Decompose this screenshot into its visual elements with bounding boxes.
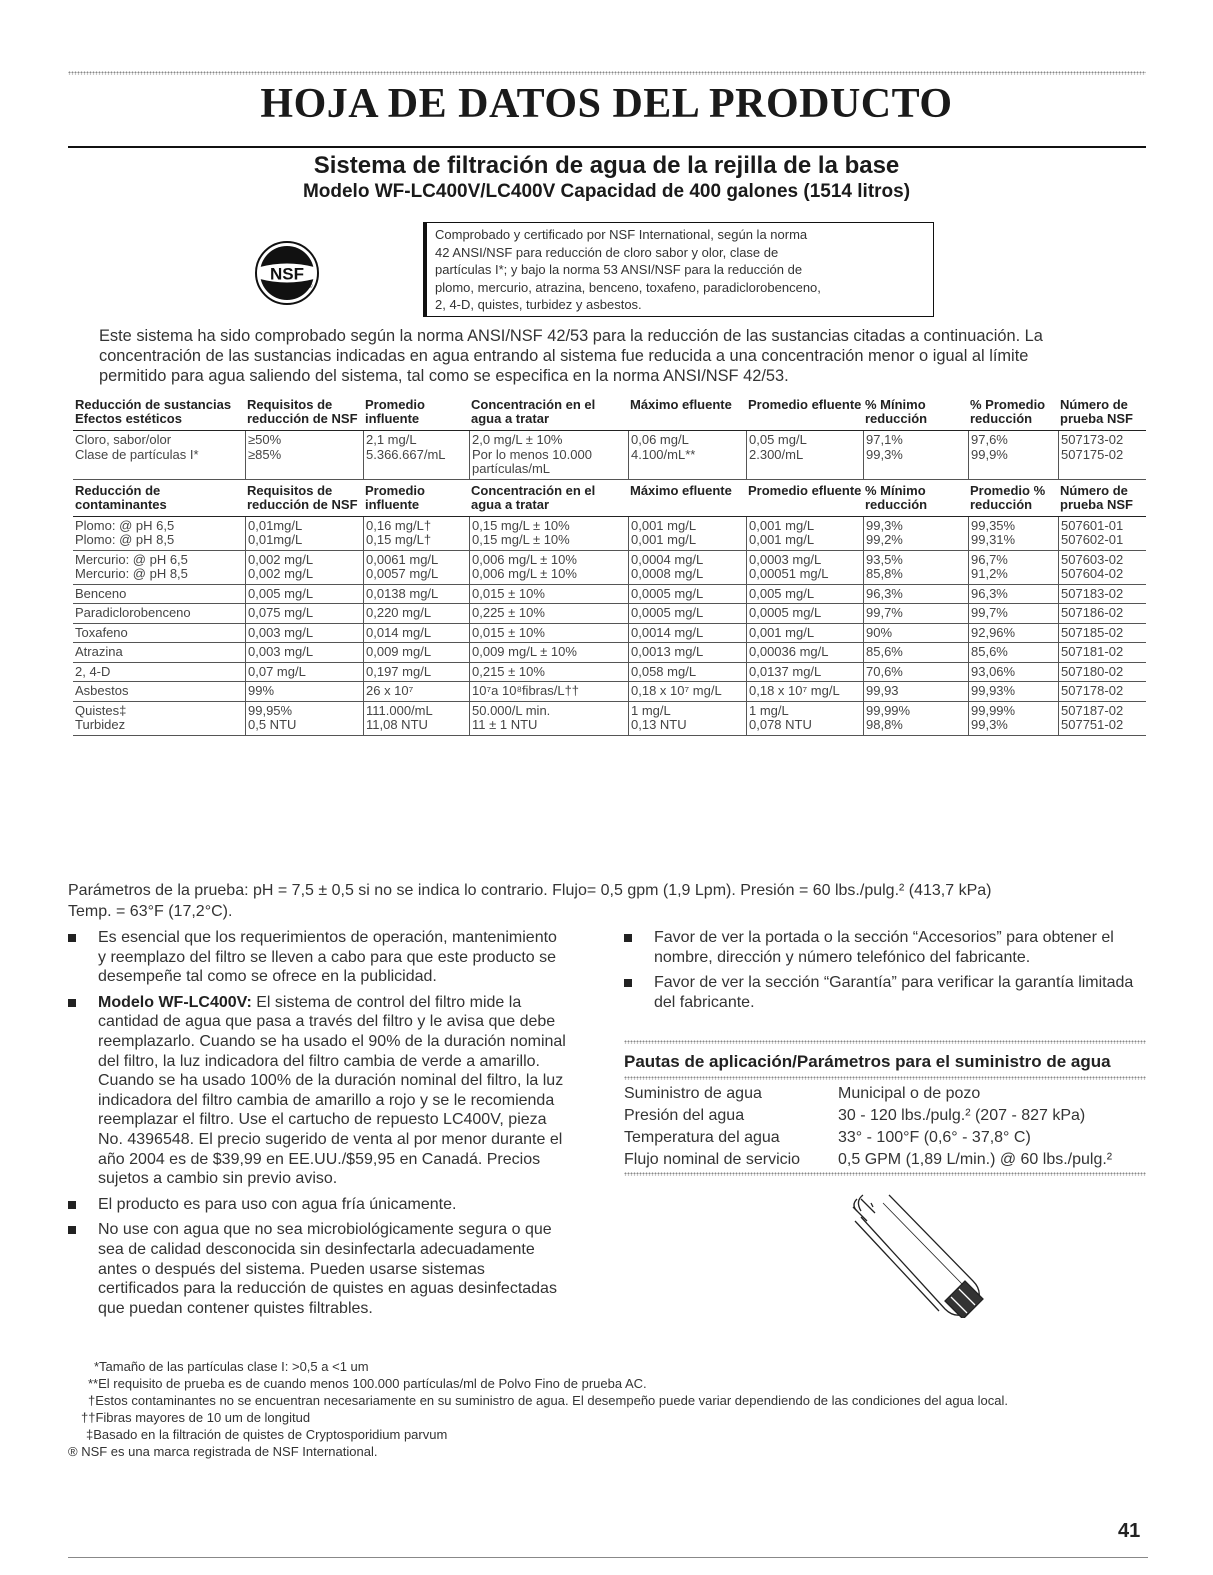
table-cell: 99,99% 98,8% bbox=[863, 702, 968, 735]
table-header-contaminants bbox=[73, 484, 1146, 517]
left-bullet-list bbox=[68, 928, 568, 1324]
table-cell: 0,16 mg/L† 0,15 mg/L† bbox=[363, 517, 469, 550]
bullet-item bbox=[68, 1195, 568, 1215]
table-cell: 90% bbox=[863, 624, 968, 643]
table-cell: 99,7% bbox=[968, 604, 1058, 623]
column-header: % Mínimo reducción bbox=[865, 482, 928, 512]
footnote: **El requisito de prueba es de cuando menos 100.000 partículas/ml de Polvo Fino de prueba AC. bbox=[88, 1376, 647, 1391]
nsf-logo-text: NSF bbox=[270, 264, 304, 284]
table-cell: 0,009 mg/L ± 10% bbox=[469, 643, 628, 662]
table-cell: 85,6% bbox=[968, 643, 1058, 662]
table-cell: 0,0003 mg/L 0,00051 mg/L bbox=[746, 551, 863, 584]
table-cell: 507183-02 bbox=[1058, 585, 1146, 604]
table-cell: 0,001 mg/L 0,001 mg/L bbox=[628, 517, 746, 550]
table-cell: 97,6% 99,9% bbox=[968, 431, 1058, 479]
table-cell: 0,0004 mg/L 0,0008 mg/L bbox=[628, 551, 746, 584]
table-cell: 96,7% 91,2% bbox=[968, 551, 1058, 584]
column-header: Número de prueba NSF bbox=[1060, 482, 1133, 512]
table-cell: 0,014 mg/L bbox=[363, 624, 469, 643]
column-header: % Mínimo reducción bbox=[865, 397, 928, 426]
table-cell: 0,0005 mg/L bbox=[628, 604, 746, 623]
table-row bbox=[73, 702, 1146, 736]
supply-guidelines-table bbox=[624, 1083, 1146, 1171]
table-cell: 50.000/L min. 11 ± 1 NTU bbox=[469, 702, 628, 735]
supply-row bbox=[624, 1127, 1146, 1149]
intro-line: Este sistema ha sido comprobado según la norma ANSI/NSF 42/53 para la reducción de las sustancias citadas a continuación. La bbox=[99, 327, 1043, 345]
cert-line: partículas I*; y bajo la norma 53 ANSI/NSF para la reducción de bbox=[435, 262, 803, 277]
table-cell: Toxafeno bbox=[75, 624, 128, 640]
table-cell: 0,00036 mg/L bbox=[746, 643, 863, 662]
bottom-rule bbox=[68, 1557, 1148, 1558]
table-cell: 0,058 mg/L bbox=[628, 663, 746, 682]
supply-value: 0,5 GPM (1,89 L/min.) @ 60 lbs./pulg.² bbox=[838, 1151, 1113, 1168]
test-parameters bbox=[68, 880, 1148, 922]
table-cell: 0,0005 mg/L bbox=[628, 585, 746, 604]
table-cell: 0,220 mg/L bbox=[363, 604, 469, 623]
table-cell: 0,215 ± 10% bbox=[469, 663, 628, 682]
footnote: ® NSF es una marca registrada de NSF International. bbox=[68, 1444, 378, 1459]
table-cell: 507185-02 bbox=[1058, 624, 1146, 643]
bullet-item bbox=[68, 993, 568, 1189]
table-cell: 0,0013 mg/L bbox=[628, 643, 746, 662]
supply-value: 30 - 120 lbs./pulg.² (207 - 827 kPa) bbox=[838, 1107, 1086, 1124]
table-cell: 507181-02 bbox=[1058, 643, 1146, 662]
table-cell: 99,93% bbox=[968, 682, 1058, 701]
table-cell: 0,06 mg/L 4.100/mL** bbox=[628, 431, 746, 479]
column-header: Promedio % reducción bbox=[970, 482, 1046, 512]
column-header: Máximo efluente bbox=[630, 482, 732, 498]
table-cell: 0,07 mg/L bbox=[245, 663, 363, 682]
supply-value: Municipal o de pozo bbox=[838, 1085, 981, 1102]
table-cell: 507178-02 bbox=[1058, 682, 1146, 701]
column-header: % Promedio reducción bbox=[970, 397, 1046, 426]
performance-data-table bbox=[73, 398, 1146, 736]
table-cell: 0,01mg/L 0,01mg/L bbox=[245, 517, 363, 550]
table-cell: 507601-01 507602-01 bbox=[1058, 517, 1146, 550]
table-cell: 507187-02 507751-02 bbox=[1058, 702, 1146, 735]
table-cell: 2,1 mg/L 5.366.667/mL bbox=[363, 431, 469, 479]
params-line: Parámetros de la prueba: pH = 7,5 ± 0,5 si no se indica lo contrario. Flujo= 0,5 gpm (1,9 Lpm). Presión = 60 lbs./pulg.² (413,7 kPa) bbox=[68, 882, 992, 899]
footnote: *Tamaño de las partículas clase I: >0,5 a <1 um bbox=[94, 1359, 369, 1374]
table-row bbox=[73, 663, 1146, 683]
footnote: ‡Basado en la filtración de quistes de Cryptosporidium parvum bbox=[86, 1427, 448, 1442]
table-cell: 2, 4-D bbox=[75, 663, 111, 679]
table-cell: 507173-02 507175-02 bbox=[1058, 431, 1146, 479]
table-cell: 507180-02 bbox=[1058, 663, 1146, 682]
table-cell: 96,3% bbox=[863, 585, 968, 604]
filter-cartridge-illustration bbox=[843, 1193, 991, 1318]
table-row bbox=[73, 604, 1146, 624]
title-rule bbox=[68, 146, 1146, 148]
table-cell: 92,96% bbox=[968, 624, 1058, 643]
bullet-item bbox=[68, 1220, 568, 1318]
table-cell: 0,015 ± 10% bbox=[469, 585, 628, 604]
cert-line: plomo, mercurio, atrazina, benceno, toxafeno, paradiclorobenceno, bbox=[435, 279, 821, 295]
supply-label: Suministro de agua bbox=[624, 1085, 762, 1102]
table-cell: 26 x 10⁷ bbox=[363, 682, 469, 701]
table-cell: 99,93 bbox=[863, 682, 968, 701]
table-cell: ≥50% ≥85% bbox=[245, 431, 363, 479]
nsf-logo-icon bbox=[254, 240, 320, 306]
supply-label: Temperatura del agua bbox=[624, 1129, 780, 1146]
table-cell: 0,225 ± 10% bbox=[469, 604, 628, 623]
table-cell: 93,06% bbox=[968, 663, 1058, 682]
cert-line: Comprobado y certificado por NSF International, según la norma bbox=[435, 227, 808, 242]
table-cell: 96,3% bbox=[968, 585, 1058, 604]
column-header: Promedio efluente bbox=[748, 482, 862, 498]
table-cell: 0,18 x 10⁷ mg/L bbox=[746, 682, 863, 701]
footnote: †Estos contaminantes no se encuentran necesariamente en su suministro de agua. El desempeño puede variar dependiendo de las condiciones del agua local. bbox=[88, 1393, 1008, 1408]
table-cell: 99,95% 0,5 NTU bbox=[245, 702, 363, 735]
bullet-text: No use con agua que no sea microbiológicamente segura o que sea de calidad desconocida sin desinfectarla adecuadamente antes o después del sistema. Pueden usarse sistemas certificados para la reducción de quistes en aguas desinfectadas que puedan contener quistes filtrables. bbox=[98, 1221, 557, 1317]
table-cell: 0,197 mg/L bbox=[363, 663, 469, 682]
rows-contaminants bbox=[73, 517, 1146, 736]
table-cell: 0,001 mg/L 0,001 mg/L bbox=[746, 517, 863, 550]
table-cell: 1 mg/L 0,078 NTU bbox=[746, 702, 863, 735]
table-cell: 0,0005 mg/L bbox=[746, 604, 863, 623]
supply-row bbox=[624, 1105, 1146, 1127]
table-cell: 0,009 mg/L bbox=[363, 643, 469, 662]
product-subtitle: Sistema de filtración de agua de la rejilla de la base bbox=[313, 152, 900, 179]
table-cell: Mercurio: @ pH 6,5 Mercurio: @ pH 8,5 bbox=[75, 551, 188, 581]
table-cell: 99,3% 99,2% bbox=[863, 517, 968, 550]
table-cell: 99,7% bbox=[863, 604, 968, 623]
table-cell: Atrazina bbox=[75, 644, 123, 659]
certification-box bbox=[423, 222, 934, 317]
column-header: Promedio influente bbox=[365, 482, 425, 512]
table-cell: Cloro, sabor/olor Clase de partículas I* bbox=[75, 432, 199, 462]
table-cell: 10⁷a 10⁸fibras/L†† bbox=[469, 682, 628, 701]
column-header: Requisitos de reducción de NSF bbox=[247, 482, 358, 512]
footnotes bbox=[68, 1358, 1148, 1460]
intro-line: permitido para agua saliendo del sistema, tal como se especifica en la norma ANSI/NSF 42/53. bbox=[99, 367, 789, 385]
table-cell: 99,35% 99,31% bbox=[968, 517, 1058, 550]
table-cell: 0,001 mg/L bbox=[746, 624, 863, 643]
table-row bbox=[73, 682, 1146, 702]
params-line: Temp. = 63°F (17,2°C). bbox=[68, 903, 233, 920]
table-cell: Plomo: @ pH 6,5 Plomo: @ pH 8,5 bbox=[75, 517, 175, 547]
table-row bbox=[73, 643, 1146, 663]
table-cell: 0,005 mg/L bbox=[746, 585, 863, 604]
table-cell: 0,0014 mg/L bbox=[628, 624, 746, 643]
bullet-bold-lead: Modelo WF-LC400V: bbox=[98, 993, 252, 1011]
svg-text:®: ® bbox=[308, 284, 313, 290]
column-header: Reducción de sustancias Efectos estéticos bbox=[75, 397, 232, 426]
right-bullet-list bbox=[624, 928, 1144, 1018]
column-header: Concentración en el agua a tratar bbox=[471, 397, 596, 426]
table-cell: 0,015 ± 10% bbox=[469, 624, 628, 643]
table-cell: 0,15 mg/L ± 10% 0,15 mg/L ± 10% bbox=[469, 517, 628, 550]
table-cell: 0,18 x 10⁷ mg/L bbox=[628, 682, 746, 701]
column-header: Promedio efluente bbox=[748, 397, 862, 412]
page-title: HOJA DE DATOS DEL PRODUCTO bbox=[260, 81, 953, 127]
table-cell: Asbestos bbox=[75, 683, 129, 698]
table-row bbox=[73, 517, 1146, 551]
column-header: Máximo efluente bbox=[630, 397, 732, 412]
table-cell: 0,05 mg/L 2.300/mL bbox=[746, 431, 863, 479]
supply-row bbox=[624, 1149, 1146, 1171]
table-cell: 507186-02 bbox=[1058, 604, 1146, 623]
cert-line: 2, 4-D, quistes, turbidez y asbestos. bbox=[435, 297, 642, 312]
intro-line: concentración de las sustancias indicadas en agua entrando al sistema fue reducida a una concentración menor o igual al límite bbox=[99, 347, 1029, 365]
supply-label: Flujo nominal de servicio bbox=[624, 1151, 801, 1168]
table-cell: 70,6% bbox=[863, 663, 968, 682]
cert-line: 42 ANSI/NSF para reducción de cloro sabor y olor, clase de bbox=[435, 244, 779, 260]
table-row bbox=[73, 431, 1146, 480]
table-cell: 0,002 mg/L 0,002 mg/L bbox=[245, 551, 363, 584]
intro-paragraph bbox=[99, 326, 1149, 386]
page-number: 41 bbox=[1118, 1520, 1141, 1542]
table-cell: 0,075 mg/L bbox=[245, 604, 363, 623]
supply-row bbox=[624, 1083, 1146, 1105]
table-cell: 0,003 mg/L bbox=[245, 643, 363, 662]
table-cell: 0,003 mg/L bbox=[245, 624, 363, 643]
dotted-rule bbox=[624, 1076, 1146, 1080]
column-header: Requisitos de reducción de NSF bbox=[247, 397, 358, 426]
column-header: Reducción de contaminantes bbox=[75, 482, 167, 512]
dotted-rule bbox=[624, 1172, 1146, 1176]
table-cell: 0,0137 mg/L bbox=[746, 663, 863, 682]
table-cell: Paradiclorobenceno bbox=[75, 605, 191, 620]
table-row bbox=[73, 624, 1146, 644]
bullet-text: El producto es para uso con agua fría únicamente. bbox=[98, 1195, 457, 1213]
bullet-text: Es esencial que los requerimientos de operación, mantenimiento y reemplazo del filtro se lleven a cabo para que este producto se desempeñe tal como se ofrece en la publicidad. bbox=[98, 929, 557, 986]
column-header: Promedio influente bbox=[365, 397, 425, 426]
supply-label: Presión del agua bbox=[624, 1107, 745, 1124]
bullet-text: El sistema de control del filtro mide la cantidad de agua que pasa a través del filtro y le avisa que debe reemplazarlo. Cuando se ha usado el 90% de la duración nominal del filtro, la luz indicadora del filtro cambia de verde a amarillo. Cuando se ha usado 100% de la duración nominal del filtro, la luz indicadora del filtro cambia de amarillo a rojo y se le recomienda reemplazar el filtro. Use el cartucho de repuesto LC400V, pieza No. 4396548. El precio sugerido de venta al por menor durante el año 2004 es de $39,99 en EE.UU./$59,95 en Canadá. Precios sujetos a cambio sin previo aviso. bbox=[98, 993, 566, 1188]
table-cell: 507603-02 507604-02 bbox=[1058, 551, 1146, 584]
table-cell: 0,005 mg/L bbox=[245, 585, 363, 604]
table-header-aesthetic bbox=[73, 398, 1146, 431]
bullet-item: Favor de ver la portada o la sección “Accesorios” para obtener el nombre, dirección y número telefónico del fabricante. bbox=[624, 928, 1144, 967]
table-cell: Benceno bbox=[75, 585, 127, 601]
model-line: Modelo WF-LC400V/LC400V Capacidad de 400 galones (1514 litros) bbox=[302, 181, 911, 202]
table-cell: 0,0138 mg/L bbox=[363, 585, 469, 604]
column-header: Número de prueba NSF bbox=[1060, 397, 1133, 426]
table-cell: Quistes‡ Turbidez bbox=[75, 702, 127, 732]
table-cell: 0,006 mg/L ± 10% 0,006 mg/L ± 10% bbox=[469, 551, 628, 584]
table-cell: 0,0061 mg/L 0,0057 mg/L bbox=[363, 551, 469, 584]
top-dotted-rule bbox=[68, 71, 1146, 75]
bullet-item bbox=[68, 928, 568, 987]
table-cell: 2,0 mg/L ± 10% Por lo menos 10.000 partículas/mL bbox=[469, 431, 628, 479]
table-row bbox=[73, 551, 1146, 585]
supply-value: 33° - 100°F (0,6° - 37,8° C) bbox=[838, 1129, 1031, 1146]
table-cell: 1 mg/L 0,13 NTU bbox=[628, 702, 746, 735]
table-cell: 93,5% 85,8% bbox=[863, 551, 968, 584]
table-cell: 85,6% bbox=[863, 643, 968, 662]
footnote: ††Fibras mayores de 10 um de longitud bbox=[81, 1410, 311, 1425]
supply-guidelines-title: Pautas de aplicación/Parámetros para el suministro de agua bbox=[624, 1052, 1111, 1071]
column-header: Concentración en el agua a tratar bbox=[471, 482, 596, 512]
table-cell: 111.000/mL 11,08 NTU bbox=[363, 702, 469, 735]
table-cell: 97,1% 99,3% bbox=[863, 431, 968, 479]
rows-aesthetic bbox=[73, 431, 1146, 480]
dotted-rule bbox=[624, 1040, 1146, 1044]
table-cell: 99% bbox=[245, 682, 363, 701]
bullet-item: Favor de ver la sección “Garantía” para verificar la garantía limitada del fabricante. bbox=[624, 973, 1144, 1012]
table-row bbox=[73, 585, 1146, 605]
table-cell: 99,99% 99,3% bbox=[968, 702, 1058, 735]
